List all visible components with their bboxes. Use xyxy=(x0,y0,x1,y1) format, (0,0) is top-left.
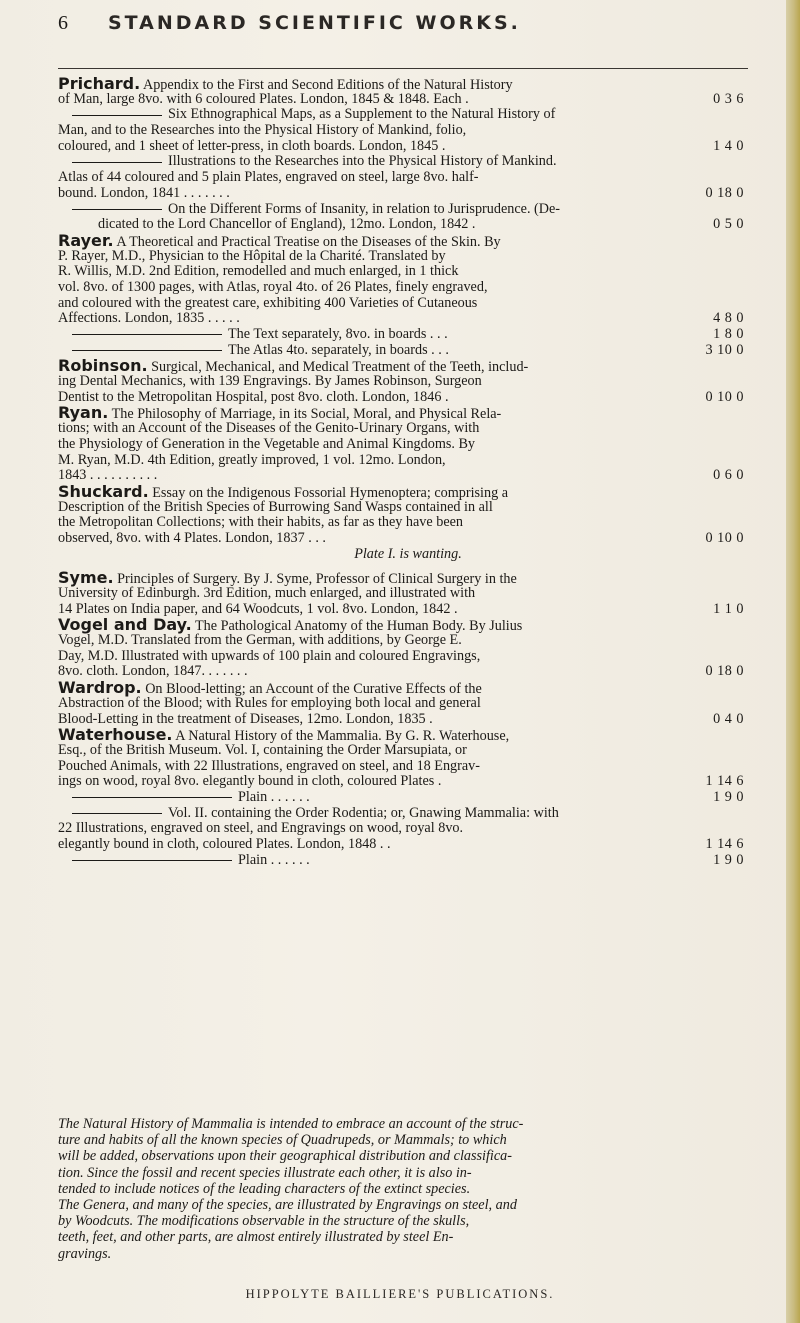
entry-line xyxy=(58,727,758,743)
ditto-dash xyxy=(72,209,162,210)
entry-text: dicated to the Lord Chancellor of England), 12mo. London, 1842 . xyxy=(98,216,476,233)
price: 4 8 0 xyxy=(713,310,744,327)
price: 1 4 0 xyxy=(713,137,744,154)
entry-text: 1843 . . . . . . . . . . xyxy=(58,467,158,484)
price: 0 5 0 xyxy=(713,216,744,233)
entry-text: coloured, and 1 sheet of letter-press, in cloth boards. London, 1845 . xyxy=(58,137,446,154)
author-name: Ryan. xyxy=(58,403,109,423)
entry-text: Vol. II. containing the Order Rodentia; or, Gnawing Mammalia: with xyxy=(168,804,559,821)
price: 1 8 0 xyxy=(713,326,744,342)
entry-line xyxy=(58,421,758,437)
price: 0 4 0 xyxy=(713,710,744,727)
running-title: STANDARD SCIENTIFIC WORKS. xyxy=(108,12,521,34)
publisher-footer: HIPPOLYTE BAILLIERE'S PUBLICATIONS. xyxy=(245,1287,555,1301)
entry-text: Pouched Animals, with 22 Illustrations, engraved on steel, and 18 Engrav- xyxy=(58,757,480,774)
entry-line xyxy=(58,230,758,250)
entry-text: A Natural History of the Mammalia. By G. R. Waterhouse, xyxy=(175,728,510,745)
entry-line xyxy=(58,515,758,531)
description-line: will be added, observations upon their geographical distribution and classifica- xyxy=(58,1148,512,1165)
catalogue-entry xyxy=(58,405,758,483)
entry-text: Affections. London, 1835 . . . . . xyxy=(58,310,240,327)
entry-line xyxy=(58,154,758,170)
ditto-dash xyxy=(72,334,222,335)
entry-text: The Philosophy of Marriage, in its Social, Moral, and Physical Rela- xyxy=(111,406,502,423)
description-line: ture and habits of all the known species of Quadrupeds, or Mammals; to which xyxy=(58,1132,507,1149)
entry-line xyxy=(58,759,758,775)
entry-text: Essay on the Indigenous Fossorial Hymenoptera; comprising a xyxy=(152,484,509,501)
entry-line xyxy=(58,296,758,312)
entry-text: Man, and to the Researches into the Physical History of Mankind, folio, xyxy=(58,122,467,139)
entry-text: The Pathological Anatomy of the Human Body. By Julius xyxy=(195,618,523,635)
entry-text: Appendix to the First and Second Editions of the Natural History xyxy=(142,77,513,93)
page-edge xyxy=(786,0,800,1323)
entry-line xyxy=(58,531,758,547)
entry-line xyxy=(58,481,758,501)
entry-line xyxy=(58,390,758,406)
entry-line xyxy=(58,837,758,853)
entry-line xyxy=(58,774,758,790)
entry-text: ings on wood, royal 8vo. elegantly bound in cloth, coloured Plates . xyxy=(58,773,442,790)
entry-text: R. Willis, M.D. 2nd Edition, remodelled and much enlarged, in 1 thick xyxy=(58,263,459,280)
entry-line xyxy=(58,468,758,484)
author-name: Syme. xyxy=(58,568,114,588)
description-line: teeth, feet, and other parts, are almost entirely illustrated by steel En- xyxy=(58,1229,454,1246)
ditto-dash xyxy=(72,115,162,116)
entry-line xyxy=(58,249,758,265)
ditto-dash xyxy=(72,350,222,351)
author-name: Shuckard. xyxy=(58,481,149,501)
catalogue-entry xyxy=(58,76,758,233)
entry-text: vol. 8vo. of 1300 pages, with Atlas, royal 4to. of 26 Plates, finely engraved, xyxy=(58,278,488,295)
entry-line xyxy=(58,92,758,108)
entry-text: A Theoretical and Practical Treatise on the Diseases of the Skin. By xyxy=(116,233,501,250)
entry-text: of Man, large 8vo. with 6 coloured Plates. London, 1845 & 1848. Each . xyxy=(58,90,469,107)
entry-text: The Atlas 4to. separately, in boards . . . xyxy=(228,341,449,358)
entry-line xyxy=(58,202,758,218)
entry-line xyxy=(58,217,758,233)
entry-line xyxy=(58,696,758,712)
price: 1 9 0 xyxy=(713,851,744,868)
price: 0 6 0 xyxy=(713,467,744,484)
entry-line xyxy=(58,633,758,649)
entry-text: Illustrations to the Researches into the Physical History of Mankind. xyxy=(168,153,557,170)
entry-line xyxy=(58,327,758,343)
entry-line xyxy=(58,570,758,586)
entry-text: University of Edinburgh. 3rd Edition, much enlarged, and illustrated with xyxy=(58,585,476,601)
entry-text: P. Rayer, M.D., Physician to the Hôpital de la Charité. Translated by xyxy=(58,247,446,264)
entry-text: Principles of Surgery. By J. Syme, Professor of Clinical Surgery in the xyxy=(117,571,517,588)
ditto-dash xyxy=(72,162,162,163)
entry-line xyxy=(58,743,758,759)
mammalia-description xyxy=(58,1116,748,1262)
entry-line xyxy=(58,790,758,806)
catalogue-entry xyxy=(58,680,758,727)
author-name: Waterhouse. xyxy=(58,725,173,745)
entry-line xyxy=(58,437,758,453)
entry-text: observed, 8vo. with 4 Plates. London, 1837 . . . xyxy=(58,529,326,546)
entry-line xyxy=(58,453,758,469)
author-name: Vogel and Day. xyxy=(58,615,192,635)
author-name: Robinson. xyxy=(58,356,148,376)
price: 0 18 0 xyxy=(705,663,744,680)
entry-line xyxy=(58,139,758,155)
entry-text: and coloured with the greatest care, exhibiting 400 Varieties of Cutaneous xyxy=(58,294,478,311)
author-name: Rayer. xyxy=(58,230,114,250)
catalogue-entry xyxy=(58,727,758,868)
entry-line xyxy=(58,374,758,390)
description-line: The Natural History of Mammalia is intended to embrace an account of the struc- xyxy=(58,1116,524,1132)
entry-line xyxy=(58,500,758,516)
entry-line xyxy=(58,107,758,123)
entry-line xyxy=(58,280,758,296)
entry-line xyxy=(58,405,758,421)
entry-text: Description of the British Species of Burrowing Sand Wasps contained in all xyxy=(58,498,493,515)
description-line: The Genera, and many of the species, are illustrated by Engravings on steel, and xyxy=(58,1197,517,1214)
catalogue-entry xyxy=(58,617,758,680)
description-line: by Woodcuts. The modifications observable in the structure of the skulls, xyxy=(58,1213,470,1230)
entry-text: bound. London, 1841 . . . . . . . xyxy=(58,184,230,201)
entry-line xyxy=(58,358,758,374)
entry-text: M. Ryan, M.D. 4th Edition, greatly improved, 1 vol. 12mo. London, xyxy=(58,451,446,468)
entry-line xyxy=(58,586,758,602)
entry-text: Dentist to the Metropolitan Hospital, post 8vo. cloth. London, 1846 . xyxy=(58,388,449,405)
entry-text: tions; with an Account of the Diseases of the Genito-Urinary Organs, with xyxy=(58,420,480,437)
header-rule xyxy=(58,68,748,69)
entry-line xyxy=(58,343,758,359)
catalogue-entry xyxy=(58,230,758,359)
page-header xyxy=(58,6,748,46)
entry-line xyxy=(58,186,758,202)
page-number: 6 xyxy=(58,12,68,34)
entry-line xyxy=(58,617,758,633)
entry-line xyxy=(58,76,758,92)
entry-text: Plain . . . . . . xyxy=(238,788,310,805)
entry-text: Plain . . . . . . xyxy=(238,851,310,868)
description-line: tended to include notices of the leading characters of the extinct species. xyxy=(58,1180,471,1197)
entry-line xyxy=(58,264,758,280)
entry-line xyxy=(58,664,758,680)
catalogue-entry xyxy=(58,481,758,562)
entry-text: Atlas of 44 coloured and 5 plain Plates, engraved on steel, large 8vo. half- xyxy=(58,169,479,186)
ditto-dash xyxy=(72,860,232,861)
entry-text: 14 Plates on India paper, and 64 Woodcuts, 1 vol. 8vo. London, 1842 . xyxy=(58,600,458,617)
price: 0 18 0 xyxy=(705,184,744,201)
price: 0 3 6 xyxy=(713,90,744,107)
entry-text: 22 Illustrations, engraved on steel, and Engravings on wood, royal 8vo. xyxy=(58,820,464,837)
description-line: tion. Since the fossil and recent species illustrate each other, it is also in- xyxy=(58,1164,472,1181)
author-name: Wardrop. xyxy=(58,678,142,698)
entry-text: On the Different Forms of Insanity, in relation to Jurisprudence. (De- xyxy=(168,200,561,217)
entry-text: ing Dental Mechanics, with 139 Engravings. By James Robinson, Surgeon xyxy=(58,373,482,390)
catalogue-entries xyxy=(58,76,758,868)
ditto-dash xyxy=(72,797,232,798)
description-line: gravings. xyxy=(58,1245,112,1262)
entry-text: The Text separately, 8vo. in boards . . . xyxy=(228,326,448,342)
entry-text: the Metropolitan Collections; with their habits, as far as they have been xyxy=(58,514,464,531)
price: 3 10 0 xyxy=(705,341,744,358)
entry-text: Esq., of the British Museum. Vol. I, containing the Order Marsupiata, or xyxy=(58,741,467,758)
entry-line xyxy=(58,821,758,837)
entry-line xyxy=(58,170,758,186)
entry-line xyxy=(58,649,758,665)
entry-line xyxy=(58,123,758,139)
entry-text: elegantly bound in cloth, coloured Plates. London, 1848 . . xyxy=(58,836,391,852)
entry-note: Plate I. is wanting. xyxy=(354,545,462,562)
author-name: Prichard. xyxy=(58,74,141,93)
entry-text: On Blood-letting; an Account of the Curative Effects of the xyxy=(145,681,482,698)
price: 0 10 0 xyxy=(705,529,744,546)
catalogue-entry xyxy=(58,358,758,405)
ditto-dash xyxy=(72,813,162,814)
price: 1 9 0 xyxy=(713,788,744,805)
entry-line xyxy=(58,311,758,327)
entry-text: Surgical, Mechanical, and Medical Treatment of the Teeth, includ- xyxy=(151,359,529,376)
price: 1 14 6 xyxy=(705,836,744,852)
entry-text: 8vo. cloth. London, 1847. . . . . . . xyxy=(58,663,248,680)
price: 0 10 0 xyxy=(705,388,744,405)
entry-text: Blood-Letting in the treatment of Diseases, 12mo. London, 1835 . xyxy=(58,710,433,727)
entry-text: the Physiology of Generation in the Vegetable and Animal Kingdoms. By xyxy=(58,435,476,452)
entry-line xyxy=(58,853,758,869)
entry-line xyxy=(58,806,758,822)
price: 1 1 0 xyxy=(713,600,744,617)
entry-text: Abstraction of the Blood; with Rules for employing both local and general xyxy=(58,694,481,711)
catalogue-entry xyxy=(58,570,758,617)
price: 1 14 6 xyxy=(705,773,744,790)
entry-text: Six Ethnographical Maps, as a Supplement to the Natural History of xyxy=(168,106,556,123)
entry-line xyxy=(58,680,758,696)
entry-text: Vogel, M.D. Translated from the German, with additions, by George E. xyxy=(58,632,462,649)
entry-text: Day, M.D. Illustrated with upwards of 100 plain and coloured Engravings, xyxy=(58,647,481,664)
